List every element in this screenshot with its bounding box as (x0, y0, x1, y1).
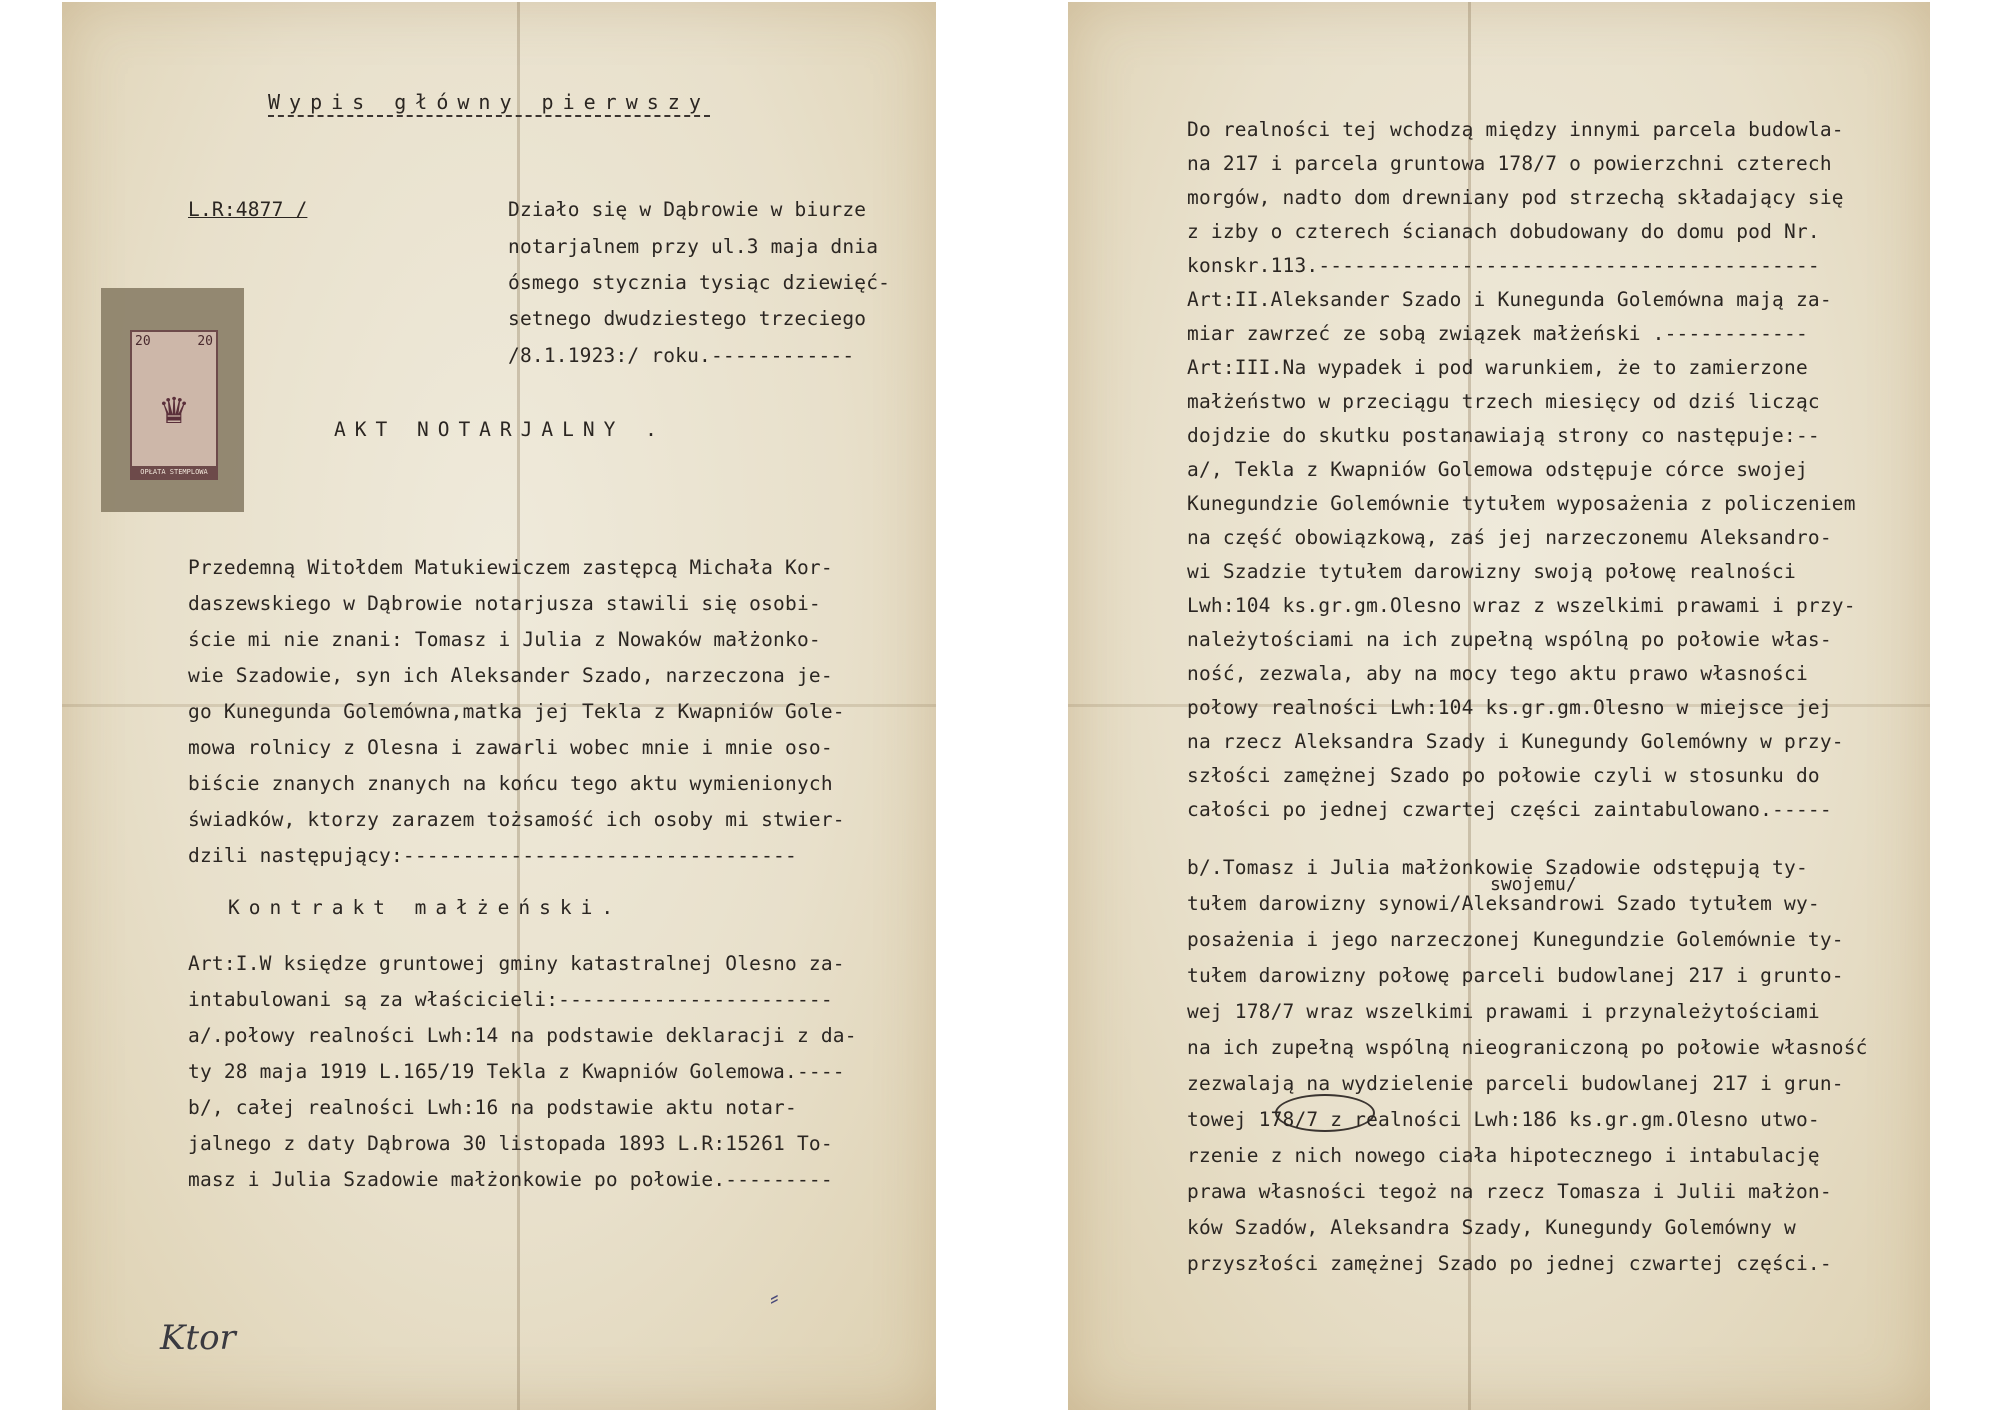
revenue-stamp (130, 330, 218, 480)
intro-line: notarjalnem przy ul.3 maja dnia (508, 235, 879, 258)
article-line: ty 28 maja 1919 L.165/19 Tekla z Kwapniów Golemowa.---- (188, 1060, 845, 1083)
right-line: Kunegundzie Golemównie tytułem wyposażenia z policzeniem (1187, 492, 1856, 515)
right-line: a/, Tekla z Kwapniów Golemowa odstępuje córce swojej (1187, 458, 1808, 481)
stamp-denomination: 20 (197, 334, 213, 349)
right-line: konskr.113.------------------------------------------ (1187, 254, 1820, 277)
right-line: Do realności tej wchodzą między innymi parcela budowla- (1187, 118, 1844, 141)
stamp-plate-text: OPŁATA STEMPLOWA (132, 466, 216, 478)
eagle-emblem-icon: ♛ (160, 382, 188, 434)
right-line: Art:II.Aleksander Szado i Kunegunda Golemówna mają za- (1187, 288, 1832, 311)
right-line: małżeństwo w przeciągu trzech miesięcy od dziś licząc (1187, 390, 1820, 413)
stamp-denomination-row (132, 332, 216, 351)
body-line: Przedemną Witołdem Matukiewiczem zastępcą Michała Kor- (188, 556, 833, 579)
right-line: na ich zupełną wspólną nieograniczoną po połowie własność (1187, 1036, 1868, 1059)
intro-line: ósmego stycznia tysiąc dziewięć- (508, 271, 891, 294)
body-line: mowa rolnicy z Olesna i zawarli wobec mnie i mnie oso- (188, 736, 833, 759)
right-line: przyszłości zamężnej Szado po jednej czwartej części.- (1187, 1252, 1832, 1275)
register-number: L.R:4877 / (188, 198, 308, 221)
interlinear-insert: swojemu/ (1490, 874, 1577, 895)
pen-mark-icon: ⸗ (770, 1283, 779, 1313)
right-line: rzenie z nich nowego ciała hipotecznego i intabulację (1187, 1144, 1820, 1167)
right-line: morgów, nadto dom drewniany pod strzechą składający się (1187, 186, 1844, 209)
article-line: jalnego z daty Dąbrowa 30 listopada 1893 L.R:15261 To- (188, 1132, 833, 1155)
right-line: na rzecz Aleksandra Szady i Kunegundy Golemówny w przy- (1187, 730, 1844, 753)
right-line: towej 178/7 z realności Lwh:186 ks.gr.gm.Olesno utwo- (1187, 1108, 1820, 1131)
article-line: b/, całej realności Lwh:16 na podstawie aktu notar- (188, 1096, 797, 1119)
right-line: tułem darowizny synowi/Aleksandrowi Szado tytułem wy- (1187, 892, 1820, 915)
right-line: na część obowiązkową, zaś jej narzeczonemu Aleksandro- (1187, 526, 1832, 549)
right-line: Art:III.Na wypadek i pod warunkiem, że to zamierzone (1187, 356, 1808, 379)
right-line: należytościami na ich zupełną wspólną po połowie włas- (1187, 628, 1832, 651)
body-line: ście mi nie znani: Tomasz i Julia z Nowaków małżonko- (188, 628, 821, 651)
intro-line: Działo się w Dąbrowie w biurze (508, 198, 867, 221)
right-line: Lwh:104 ks.gr.gm.Olesno wraz z wszelkimi prawami i przy- (1187, 594, 1856, 617)
act-title: AKT NOTARJALNY . (334, 418, 666, 441)
right-line: miar zawrzeć ze sobą związek małżeński .------------ (1187, 322, 1808, 345)
article-line: Art:I.W księdze gruntowej gminy katastralnej Olesno za- (188, 952, 845, 975)
body-line: daszewskiego w Dąbrowie notarjusza stawili się osobi- (188, 592, 821, 615)
body-line: biście znanych znanych na końcu tego aktu wymienionych (188, 772, 833, 795)
body-line: go Kunegunda Golemówna,matka jej Tekla z Kwapniów Gole- (188, 700, 845, 723)
body-line: dzili następujący:--------------------------------- (188, 844, 797, 867)
right-line: szłości zamężnej Szado po połowie czyli w stosunku do (1187, 764, 1820, 787)
document-heading: Wypis główny pierwszy (268, 92, 710, 117)
right-line: dojdzie do skutku postanawiają strony co następuje:-- (1187, 424, 1820, 447)
right-line: na 217 i parcela gruntowa 178/7 o powierzchni czterech (1187, 152, 1832, 175)
right-line: tułem darowizny połowę parceli budowlanej 217 i grunto- (1187, 964, 1844, 987)
intro-line: /8.1.1923:/ roku.------------ (508, 344, 855, 367)
handwritten-signature: Ktor (160, 1318, 236, 1358)
body-line: wie Szadowie, syn ich Aleksander Szado, narzeczona je- (188, 664, 833, 687)
right-line: posażenia i jego narzeczonej Kunegundzie Golemównie ty- (1187, 928, 1844, 951)
intro-line: setnego dwudziestego trzeciego (508, 307, 867, 330)
article-line: masz i Julia Szadowie małżonkowie po połowie.--------- (188, 1168, 833, 1191)
right-line: b/.Tomasz i Julia małżonkowie Szadowie odstępują ty- (1187, 856, 1808, 879)
right-line: z izby o czterech ścianach dobudowany do domu pod Nr. (1187, 220, 1820, 243)
contract-title: Kontrakt małżeński. (228, 896, 623, 919)
right-line: wi Szadzie tytułem darowizny swoją połowę realności (1187, 560, 1796, 583)
stamp-denomination: 20 (135, 334, 151, 349)
body-line: świadków, ktorzy zarazem tożsamość ich osoby mi stwier- (188, 808, 845, 831)
right-line: całości po jednej czwartej części zaintabulowano.----- (1187, 798, 1832, 821)
right-line: połowy realności Lwh:104 ks.gr.gm.Olesno w miejsce jej (1187, 696, 1832, 719)
right-line: wej 178/7 wraz wszelkimi prawami i przynależytościami (1187, 1000, 1820, 1023)
right-line: zezwalają na wydzielenie parceli budowlanej 217 i grun- (1187, 1072, 1844, 1095)
right-line: prawa własności tegoż na rzecz Tomasza i Julii małżon- (1187, 1180, 1832, 1203)
right-line: ków Szadów, Aleksandra Szady, Kunegundy Golemówny w (1187, 1216, 1796, 1239)
article-line: a/.połowy realności Lwh:14 na podstawie deklaracji z da- (188, 1024, 857, 1047)
article-line: intabulowani są za właścicieli:----------------------- (188, 988, 833, 1011)
right-line: ność, zezwala, aby na mocy tego aktu prawo własności (1187, 662, 1808, 685)
